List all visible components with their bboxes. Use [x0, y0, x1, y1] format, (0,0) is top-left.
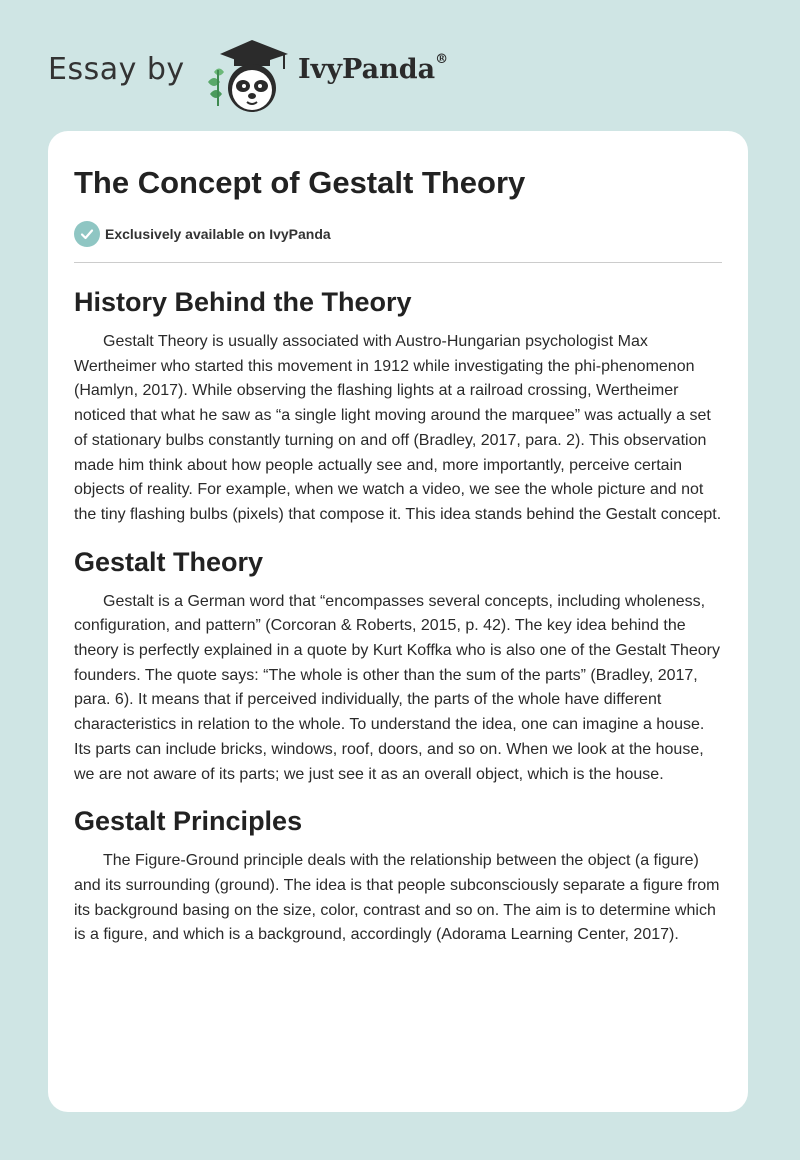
article-body: [74, 284, 724, 964]
page-title: The Concept of Gestalt Theory: [74, 165, 526, 200]
section-paragraph: The Figure-Ground principle deals with the relationship between the object (a figure) and its surrounding (ground). The idea is that people subconsciously separate a figure from its background basing on the size, color, contrast and so on. The aim is to determine which is a figure, and which is a background, accordingly (Adorama Learning Center, 2017).: [74, 852, 720, 944]
badge-label: Exclusively available on IvyPanda: [105, 226, 331, 242]
section-heading: Gestalt Theory: [74, 546, 264, 577]
section-paragraph: Gestalt is a German word that “encompasses several concepts, including wholeness, configuration, and pattern” (Corcoran & Roberts, 2015, p. 42). The key idea behind the theory is perfectly explained in a quote by Kurt Koffka who is also one of the Gestalt Theory founders. The quote says: “The whole is other than the sum of the parts” (Bradley, 2017, para. 6). It means that if perceived individually, the parts of the whole have different characteristics in relation to the whole. To understand the idea, one can imagine a house. Its parts can include bricks, windows, roof, doors, and so on. When we look at the house, we are not aware of its parts; we just see it as an overall object, which is the house.: [74, 592, 720, 783]
brand-name[interactable]: IvyPanda®: [298, 52, 449, 85]
site-header: [48, 30, 748, 110]
ivy-leaf-icon: [208, 69, 224, 107]
divider: [74, 262, 722, 263]
section-heading: History Behind the Theory: [74, 287, 412, 317]
essay-by-label: Essay by: [48, 52, 185, 87]
section-gestalt-theory: [74, 544, 724, 788]
section-history: [74, 284, 724, 528]
essay-card: [48, 131, 748, 1112]
section-paragraph: Gestalt Theory is usually associated with Austro-Hungarian psychologist Max Wertheimer who started this movement in 1912 while investigating the phi-phenomenon (Hamlyn, 2017). While observing the flashing lights at a railroad crossing, Wertheimer noticed that what he saw as “a single light moving around the marquee” was actually a set of stationary bulbs constantly turning on and off (Bradley, 2017, para. 2). This observation made him think about how people actually see and, more importantly, perceive certain objects of reality. For example, when we watch a video, we see the whole picture and not the tiny flashing bulbs (pixels) that compose it. This idea stands behind the Gestalt concept.: [74, 333, 722, 523]
exclusive-badge: [74, 221, 331, 247]
section-heading: Gestalt Principles: [74, 806, 303, 837]
panda-logo-icon[interactable]: [200, 36, 296, 121]
checkmark-icon: [74, 221, 100, 247]
section-gestalt-principles: [74, 803, 724, 948]
